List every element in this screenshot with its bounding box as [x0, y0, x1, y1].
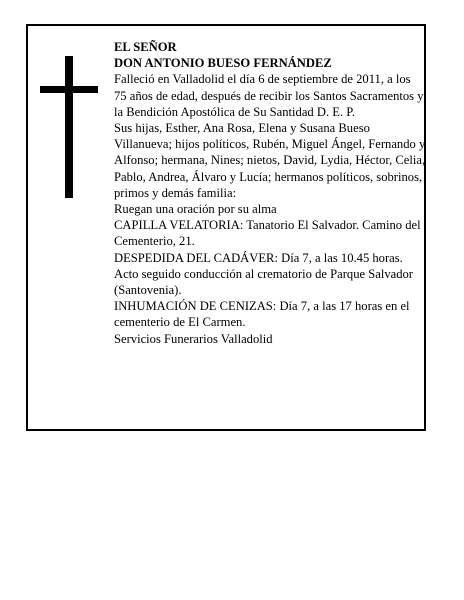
- family-list: Sus hijas, Esther, Ana Rosa, Elena y Susana Bueso Villanueva; hijos políticos, Rubén, Miguel Ángel, Fernando y Alfonso; hermana, Nines; nietos, David, Lydia, Héctor, Celia, Pablo, Andrea, Álvaro y Lucía; hermanos políticos, sobrinos, primos y demás familia:: [114, 121, 426, 200]
- deceased-name: DON ANTONIO BUESO FERNÁNDEZ: [114, 56, 332, 71]
- obituary-notice: [26, 24, 426, 431]
- notice-text: [114, 39, 426, 347]
- cross-icon: [40, 56, 98, 198]
- funeral-services: Servicios Funerarios Valladolid: [114, 331, 273, 346]
- burial-label: INHUMACIÓN DE CENIZAS:: [114, 299, 277, 314]
- burial-text: Día 7, a las 17 horas en el cementerio de El Carmen.: [114, 299, 410, 330]
- farewell-text: Día 7, a las 10.45 horas. Acto seguido conducción al crematorio de Parque Salvador (Santovenia).: [114, 250, 414, 298]
- notice-title: EL SEÑOR: [114, 40, 177, 54]
- burial-info: [114, 298, 426, 330]
- death-announcement: Falleció en Valladolid el día 6 de septiembre de 2011, a los 75 años de edad, después de recibir los Santos Sacramentos y la Bendición Apostólica de Su Santidad D. E. P.: [114, 72, 424, 119]
- cross-vertical-bar: [65, 56, 73, 198]
- farewell-label: DESPEDIDA DEL CADÁVER:: [114, 250, 278, 265]
- chapel-label: CAPILLA VELATORIA:: [114, 218, 244, 233]
- prayer-request: Ruegan una oración por su alma: [114, 202, 277, 217]
- cross-horizontal-bar: [40, 86, 98, 93]
- chapel-info: [114, 217, 426, 249]
- farewell-info: [114, 250, 426, 299]
- chapel-text: Tanatorio El Salvador. Camino del Cementerio, 21.: [114, 218, 421, 249]
